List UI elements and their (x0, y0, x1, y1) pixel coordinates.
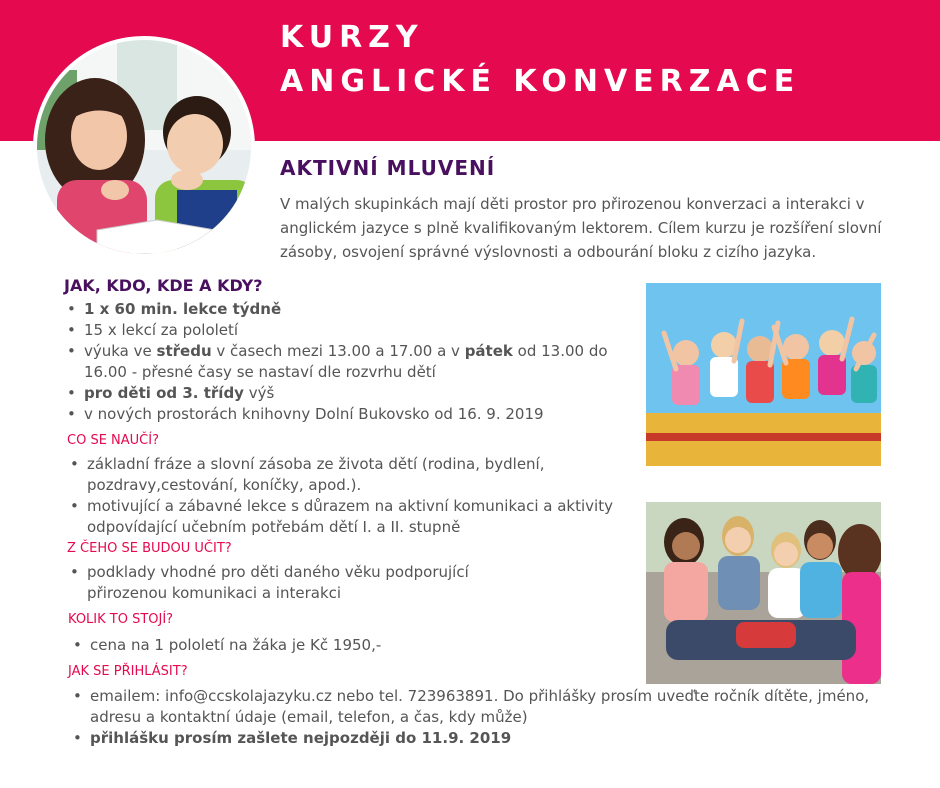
info-item4-rest: výš (243, 384, 275, 402)
sitting-children-illustration (646, 502, 881, 684)
learn-list (67, 454, 627, 538)
info-list (64, 299, 644, 425)
info-heading: JAK, KDO, KDE A KDY? (64, 276, 263, 295)
info-item5: • v nových prostorách knihovny Dolní Bukovsko od 16. 9. 2019 (64, 404, 644, 425)
signup-item-1: • emailem: info@ccskolajazyku.cz nebo tel. 723963891. Do přihlášky prosím uveďte ročník dítěte, jméno, adresu a kontaktní údaje (email, telefon, a čas, kdy může) (70, 686, 870, 728)
signup-item-2: přihlášku prosím zašlete nejpozději do 11.9. 2019 (90, 729, 512, 747)
info-item3-c: v časech mezi 13.00 a 17.00 a v (211, 342, 465, 360)
intro-paragraph: V malých skupinkách mají děti prostor pro přirozenou konverzaci a interakci v anglickém jazyce s plně kvalifikovaným lektorem. Cílem kurzu je rozšíření slovní zásoby, osvojení správné výslovnosti a odbourání bloku z cizího jazyka. (280, 195, 882, 261)
info-item3-a: výuka ve (84, 342, 157, 360)
list-item (64, 341, 644, 383)
learn-item-2: • motivující a zábavné lekce s důrazem na aktivní komunikaci a aktivity odpovídající učebním potřebám dětí I. a II. stupně (67, 496, 627, 538)
sitting-children-photo (646, 502, 881, 684)
material-heading: Z ČEHO SE BUDOU UČIT? (67, 541, 232, 556)
banner-title-line2: ANGLICKÉ KONVERZACE (280, 64, 801, 99)
info-item3-d: pátek (464, 342, 513, 360)
material-item-1: • podklady vhodné pro děti daného věku podporující přirozenou komunikaci a interakci (67, 562, 507, 604)
list-item (64, 383, 644, 404)
info-item4-bold: pro děti od 3. třídy (84, 384, 244, 402)
jumping-children-photo (646, 283, 881, 466)
material-list (67, 562, 507, 604)
learn-heading: CO SE NAUČÍ? (67, 433, 159, 448)
price-list (70, 635, 630, 656)
banner-title-line1: KURZY (280, 20, 424, 55)
children-illustration (37, 40, 251, 254)
info-item3-e: od 13.00 do 16.00 - přesné časy se nastaví dle rozvrhu dětí (84, 342, 608, 381)
info-item3-b: středu (156, 342, 212, 360)
signup-heading: JAK SE PŘIHLÁSIT? (68, 664, 188, 679)
list-item (70, 728, 870, 749)
learn-item-1: • základní fráze a slovní zásoba ze života dětí (rodina, bydlení, pozdravy,cestování, koníčky, apod.). (67, 454, 627, 496)
price-item-1: • cena na 1 pololetí na žáka je Kč 1950,- (70, 635, 630, 656)
children-photo (33, 36, 255, 258)
price-heading: KOLIK TO STOJÍ? (68, 612, 174, 627)
info-item1: 1 x 60 min. lekce týdně (84, 300, 282, 318)
jumping-children-illustration (646, 283, 881, 466)
signup-list (70, 686, 870, 749)
list-item (64, 299, 644, 320)
info-item2: • 15 x lekcí za pololetí (64, 320, 644, 341)
banner-title (280, 16, 800, 104)
section-subheading: AKTIVNÍ MLUVENÍ (280, 156, 496, 180)
